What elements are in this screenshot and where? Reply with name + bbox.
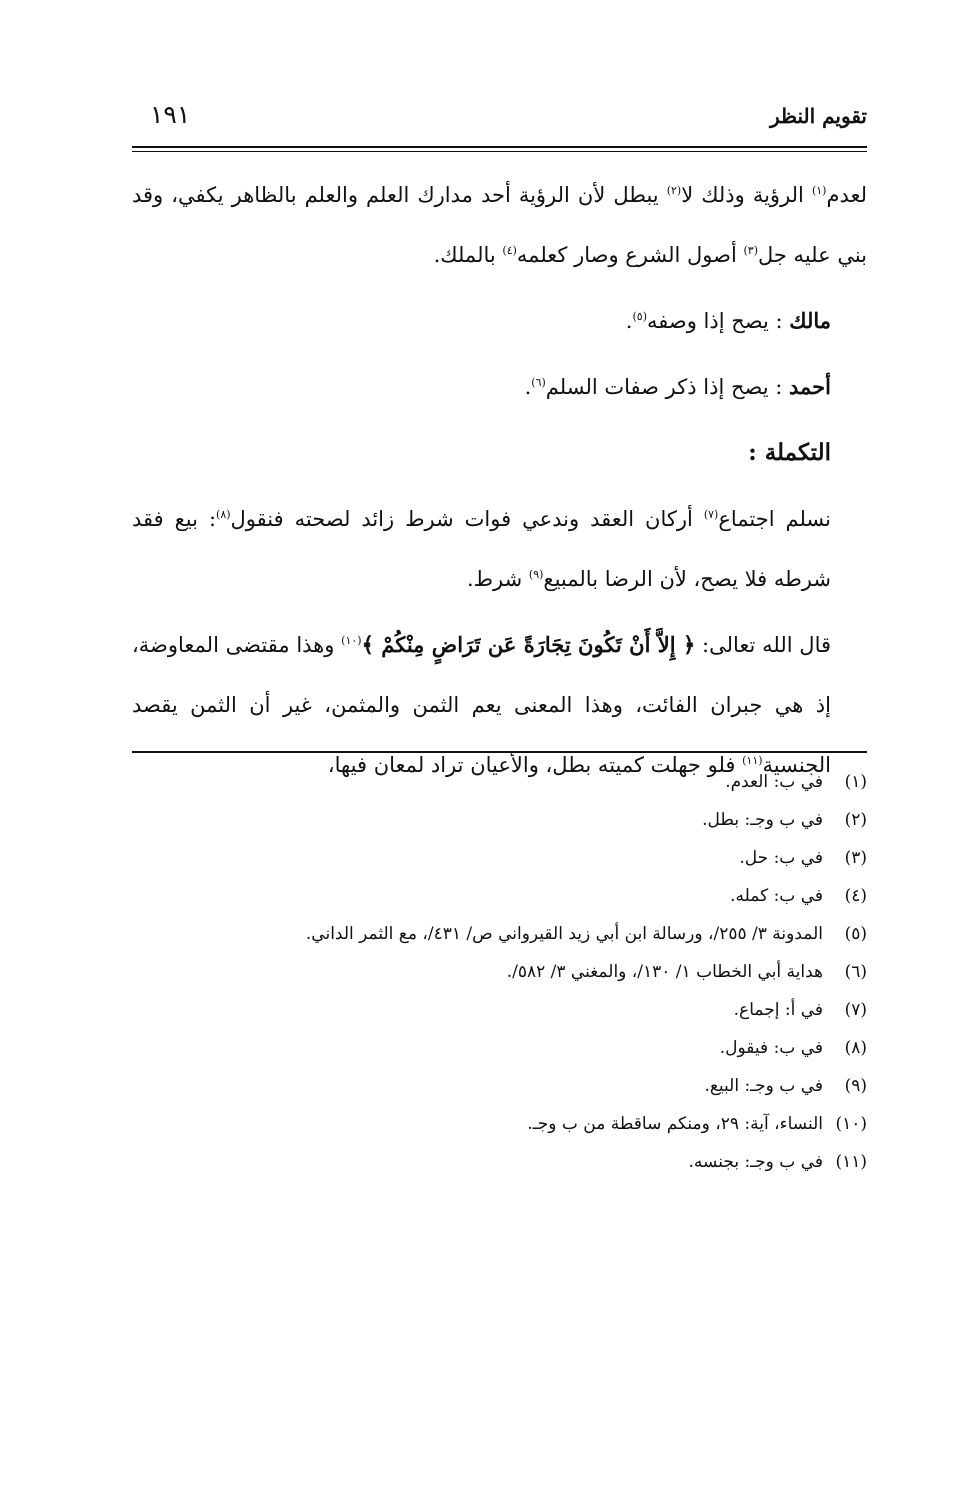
footnote-text: هداية أبي الخطاب ١/ ١٣٠/، والمغني ٣/ ٥٨٢/. (506, 962, 823, 982)
footnote-text: في ب: فيقول. (719, 1038, 823, 1058)
text-run: : يصح إذا ذكر صفات السلم (545, 375, 790, 399)
footnote-8 (132, 1029, 867, 1067)
footnote-10 (132, 1105, 867, 1143)
footnote-5 (132, 915, 867, 953)
running-title: تقويم النظر (770, 104, 867, 128)
footnote-text: في ب وجـ: بجنسه. (688, 1152, 823, 1172)
page-header (132, 100, 867, 142)
footnote-ref: (٩) (528, 568, 544, 581)
text-run: : بيع فقد شرطه فلا يصح، لأن الرضا بالمبيع (132, 507, 831, 591)
footnote-number: (٨) (844, 1038, 867, 1058)
paragraph-ahmad (132, 357, 867, 417)
footnote-number: (٤) (844, 886, 867, 906)
footnote-text: النساء، آية: ٢٩، ومنكم ساقطة من ب وجـ. (527, 1114, 823, 1134)
text-run: وهذا مقتضى المعاوضة، إذ هي جبران الفائت، وهذا المعنى يعم الثمن والمثمن، غير أن الثمن يقصد الجنسية (132, 633, 831, 777)
footnote-ref: (٥) (632, 310, 647, 323)
text-run: فلو جهلت كميته بطل، والأعيان تراد لمعان فيها، (327, 753, 743, 777)
footnote-number: (٢) (844, 810, 867, 830)
footnote-number: (١٠) (835, 1114, 867, 1134)
text-run: نسلم اجتماع (718, 507, 832, 531)
footnote-6 (132, 953, 867, 991)
footnote-ref: (٧) (703, 508, 719, 521)
text-run: يبطل لأن الرؤية أحد مدارك العلم والعلم بالظاهر يكفي، وقد بني عليه جل (132, 183, 867, 267)
footnote-ref: (٣) (743, 244, 758, 257)
footnote-ref: (١٠) (341, 634, 362, 647)
footnote-ref: (٦) (531, 376, 546, 389)
text-run: بالملك. (433, 243, 503, 267)
footnote-text: المدونة ٣/ ٢٥٥/، ورسالة ابن أبي زيد القيرواني ص/ ٤٣١/، مع الثمر الداني. (305, 924, 823, 944)
text-run: : يصح إذا وصفه (646, 309, 790, 333)
footnote-1 (132, 763, 867, 801)
paragraph-5 (132, 489, 867, 609)
footnote-text: في ب: كمله. (730, 886, 823, 906)
header-rule-thin (132, 151, 867, 152)
main-text (132, 165, 867, 801)
school-name: أحمد (789, 374, 831, 399)
footnote-number: (١) (844, 772, 867, 792)
footnote-11 (132, 1143, 867, 1181)
footnote-text: في أ: إجماع. (733, 1000, 823, 1020)
school-name: مالك (789, 308, 831, 333)
text-run: . (625, 309, 633, 333)
page-number: ١٩١ (150, 100, 191, 129)
footnote-text: في ب وجـ: البيع. (704, 1076, 823, 1096)
footnote-text: في ب: العدم. (725, 772, 823, 792)
text-run: . (524, 375, 532, 399)
text-run: شرط. (466, 567, 529, 591)
footnote-4 (132, 877, 867, 915)
text-run: أركان العقد وندعي فوات شرط زائد لصحته فنقول (230, 507, 704, 531)
footnote-separator (132, 751, 867, 753)
text-run: أصول الشرع وصار كعلمه (516, 243, 744, 267)
footnote-number: (٧) (844, 1000, 867, 1020)
footnote-ref: (١) (811, 184, 827, 197)
footnote-number: (٦) (844, 962, 867, 982)
footnote-2 (132, 801, 867, 839)
footnote-number: (٣) (844, 848, 867, 868)
footnote-ref: (٤) (502, 244, 517, 257)
text-run: قال الله تعالى: (695, 633, 832, 657)
footnote-number: (١١) (835, 1152, 867, 1172)
footnote-ref: (٢) (666, 184, 682, 197)
footnote-3 (132, 839, 867, 877)
footnote-7 (132, 991, 867, 1029)
paragraph-malik (132, 291, 867, 351)
heading-text: التكملة : (748, 439, 831, 466)
footnote-ref: (٨) (216, 508, 231, 521)
footnotes (132, 763, 867, 1181)
footnote-ref: (١١) (742, 754, 763, 767)
footnote-number: (٥) (844, 924, 867, 944)
footnote-text: في ب وجـ: بطل. (702, 810, 823, 830)
section-heading (132, 423, 867, 483)
footnote-number: (٩) (844, 1076, 867, 1096)
footnote-9 (132, 1067, 867, 1105)
text-run: الرؤية وذلك لا (681, 183, 812, 207)
paragraph-1 (132, 165, 867, 285)
text-run: لعدم (826, 183, 868, 207)
quran-verse: ﴿ إِلاَّ أَنْ تَكُونَ تِجَارَةً عَن تَرَاضٍ مِنْكُمْ ﴾ (361, 632, 696, 657)
header-rule (132, 146, 867, 148)
footnote-text: في ب: حل. (739, 848, 823, 868)
